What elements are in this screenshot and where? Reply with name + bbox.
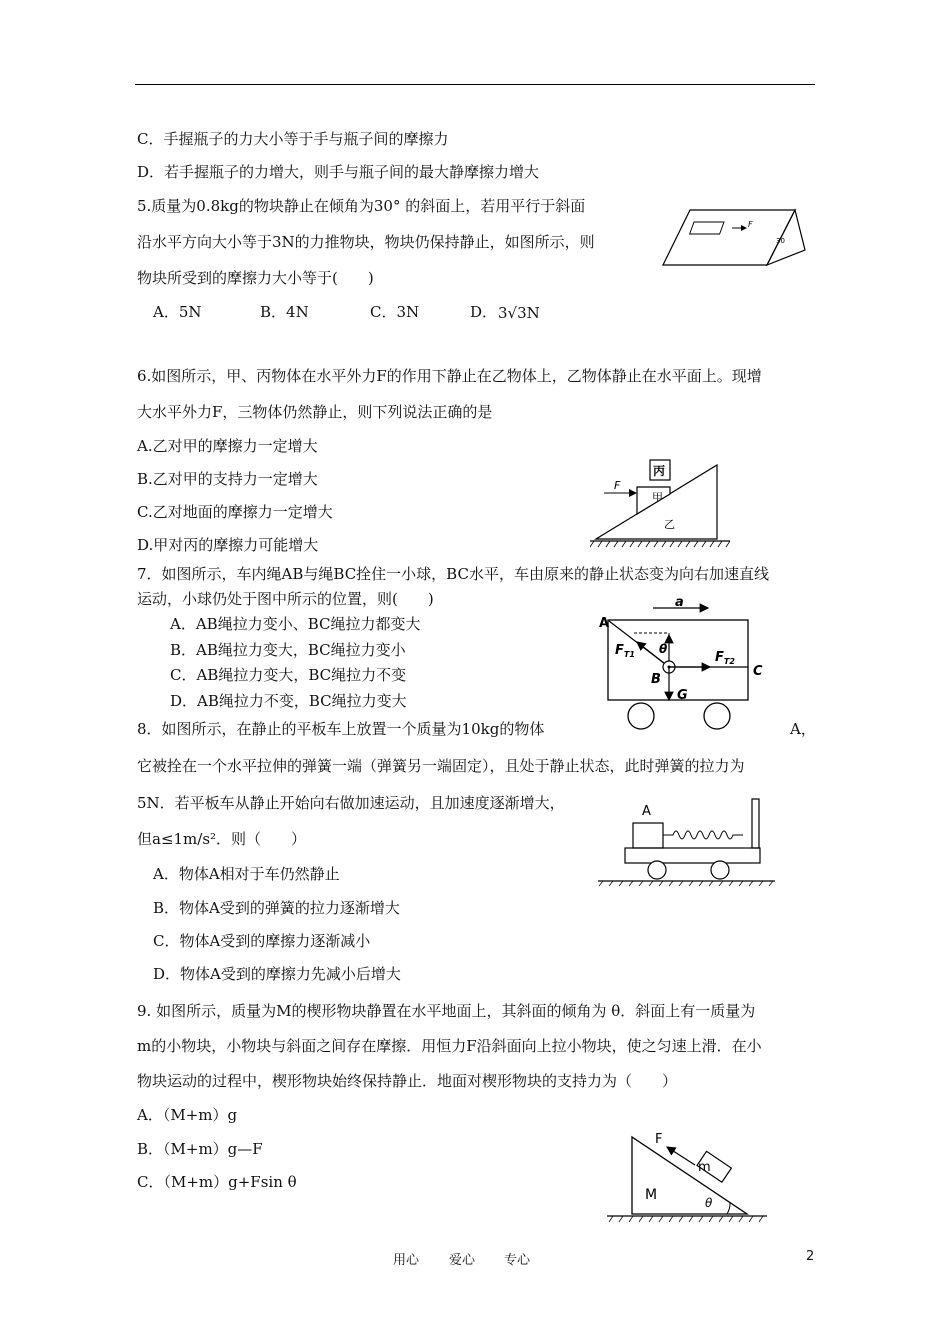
q6-wedge-figure	[590, 455, 740, 550]
q7-option-d: D．AB绳拉力不变，BC绳拉力变大	[170, 692, 407, 710]
q5-stem-line3: 物块所受到的摩擦力大小等于( )	[137, 269, 374, 287]
header-rule	[135, 84, 815, 85]
q8-option-d: D．物体A受到的摩擦力先减小后增大	[153, 965, 401, 983]
q7-option-c: C．AB绳拉力变大，BC绳拉力不变	[170, 666, 407, 684]
q5-option-d-value: 3√3N	[498, 304, 540, 322]
q7-fig-a-label: a	[675, 597, 684, 610]
q5-incline-figure	[660, 200, 810, 270]
q9-option-b: B．（M+m）g—F	[137, 1140, 263, 1158]
q9-fig-f-label: F	[655, 1132, 663, 1147]
q8-fig-a-label: A	[642, 804, 651, 819]
q7-fig-theta-label: θ	[659, 642, 668, 656]
q9-stem-line2: m的小物块，小物块与斜面之间存在摩擦．用恒力F沿斜面向上拉小物块，使之匀速上滑．在小	[137, 1037, 762, 1055]
footer-motto-3: 专心	[504, 1253, 531, 1268]
q8-stem-line3: 5N．若平板车从静止开始向右做加速运动，且加速度逐渐增大，	[137, 794, 565, 812]
q7-fig-point-c: C	[753, 664, 763, 679]
q9-stem-line3: 物块运动的过程中，楔形物块始终保持静止．地面对楔形物块的支持力为（ ）	[137, 1072, 678, 1090]
footer-motto-2: 爱心	[449, 1253, 476, 1268]
q8-option-b: B．物体A受到的弹簧的拉力逐渐增大	[153, 899, 400, 917]
q6-stem-line2: 大水平外力F，三物体仍然静止，则下列说法正确的是	[137, 403, 493, 421]
q5-option-d: D．	[470, 303, 498, 321]
q9-fig-theta-label: θ	[705, 1196, 713, 1210]
q7-cart-figure	[595, 597, 775, 737]
q9-fig-m-label: m	[698, 1160, 711, 1175]
q6-fig-jia-label: 甲	[652, 491, 663, 504]
q5-stem-line1: 5.质量为0.8kg的物块静止在倾角为30° 的斜面上，若用平行于斜面	[137, 197, 586, 215]
q7-stem-line2: 运动，小球仍处于图中所示的位置，则( )	[137, 590, 434, 608]
q9-fig-big-m-label: M	[645, 1187, 658, 1203]
q9-wedge-figure	[605, 1125, 775, 1230]
q8-stem-line1: 8．如图所示，在静止的平板车上放置一个质量为10kg的物体	[137, 720, 545, 738]
q7-fig-g-label: G	[677, 688, 688, 703]
q5-option-a: A．5N	[153, 303, 202, 321]
q9-option-a: A．（M+m）g	[137, 1106, 238, 1124]
q8-stem-line1-end: A，	[790, 720, 816, 738]
q7-fig-ft2-label: $F_{T2}$	[715, 650, 735, 666]
q6-fig-yi-label: 乙	[664, 518, 675, 531]
q6-option-c: C.乙对地面的摩擦力一定增大	[137, 503, 333, 521]
q5-stem-line2: 沿水平方向大小等于3N的力推物块，物块仍保持静止，如图所示，则	[137, 233, 595, 251]
footer-motto-1: 用心	[393, 1253, 420, 1268]
q9-option-c: C．（M+m）g+Fsin θ	[137, 1173, 297, 1191]
q6-fig-bing-label: 丙	[653, 464, 666, 478]
q7-fig-point-a: A	[599, 616, 610, 631]
q4-option-d: D．若手握瓶子的力增大，则手与瓶子间的最大静摩擦力增大	[137, 163, 540, 181]
q8-option-c: C．物体A受到的摩擦力逐渐减小	[153, 932, 371, 950]
q5-fig-angle-label: 30	[776, 237, 785, 245]
q7-fig-point-b: B	[651, 672, 661, 687]
q4-option-c: C．手握瓶子的力大小等于手与瓶子间的摩擦力	[137, 130, 449, 148]
page-number: 2	[806, 1249, 815, 1264]
q6-option-b: B.乙对甲的支持力一定增大	[137, 470, 318, 488]
q5-option-c: C．3N	[370, 303, 420, 321]
q7-option-a: A．AB绳拉力变小、BC绳拉力都变大	[170, 615, 421, 633]
q9-stem-line1: 9. 如图所示，质量为M的楔形物块静置在水平地面上，其斜面的倾角为 θ．斜面上有一质量为	[137, 1002, 756, 1020]
q6-fig-f-label: F	[614, 479, 621, 492]
q6-option-d: D.甲对丙的摩擦力可能增大	[137, 536, 319, 554]
q8-stem-line4: 但a≤1m/s²．则（ ）	[137, 830, 307, 848]
q5-option-b: B．4N	[260, 303, 309, 321]
q6-stem-line1: 6.如图所示，甲、丙物体在水平外力F的作用下静止在乙物体上，乙物体静止在水平面上。现增	[137, 367, 762, 385]
q5-fig-f-label: F	[748, 220, 753, 229]
q8-cart-spring-figure	[595, 795, 780, 890]
q8-stem-line2: 它被拴在一个水平拉伸的弹簧一端（弹簧另一端固定），且处于静止状态，此时弹簧的拉力为	[137, 757, 745, 775]
q7-stem-line1: 7．如图所示，车内绳AB与绳BC拴住一小球，BC水平，车由原来的静止状态变为向右加速直线	[137, 565, 769, 583]
q6-option-a: A.乙对甲的摩擦力一定增大	[137, 437, 318, 455]
q8-option-a: A．物体A相对于车仍然静止	[153, 865, 340, 883]
q7-option-b: B．AB绳拉力变大，BC绳拉力变小	[170, 641, 406, 659]
q7-fig-ft1-label: $F_{T1}$	[615, 643, 635, 659]
